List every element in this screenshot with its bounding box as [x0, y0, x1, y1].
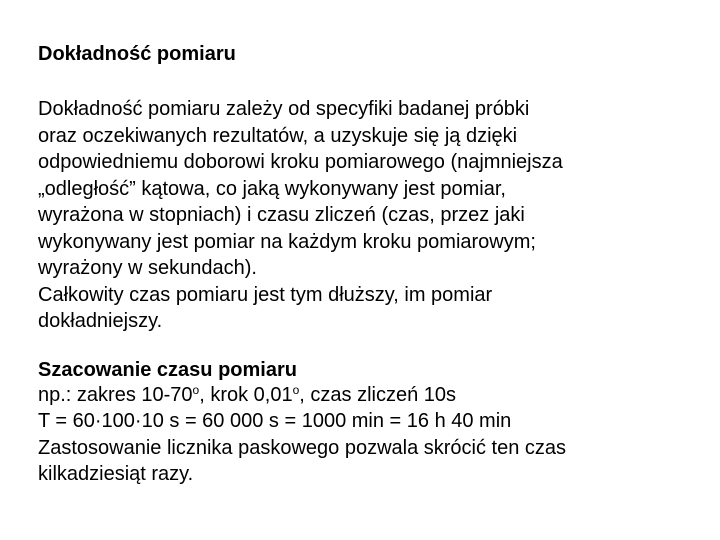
slide-content	[38, 42, 698, 488]
text-line: wykonywany jest pomiar na każdym kroku pomiarowym;	[38, 230, 536, 253]
example-part-1: np.: zakres 10-70	[38, 383, 193, 406]
text-line: kilkadziesiąt razy.	[38, 463, 194, 485]
text-line: odpowiedniemu doborowi kroku pomiarowego (najmniejsza	[38, 151, 563, 173]
section-heading-accuracy: Dokładność pomiaru	[38, 43, 236, 65]
text-line: dokładniejszy.	[38, 310, 163, 332]
example-line	[38, 382, 698, 409]
text-line: Całkowity czas pomiaru jest tym dłuższy, im pomiar	[38, 283, 493, 306]
degree-symbol: o	[192, 382, 200, 397]
degree-symbol: o	[292, 382, 300, 397]
example-part-2: , krok 0,01	[199, 383, 293, 406]
text-line: Zastosowanie licznika paskowego pozwala skrócić ten czas	[38, 436, 567, 459]
formula-line: T = 60·100·10 s = 60 000 s = 1000 min = 16 h 40 min	[38, 410, 512, 432]
example-part-3: , czas zliczeń 10s	[299, 383, 457, 406]
text-line: wyrażona w stopniach) i czasu zliczeń (czas, przez jaki	[38, 204, 525, 226]
accuracy-paragraph	[38, 96, 698, 335]
text-line: oraz oczekiwanych rezultatów, a uzyskuje się ją dzięki	[38, 124, 518, 147]
time-estimate-paragraph	[38, 382, 698, 488]
section-heading-time-estimate: Szacowanie czasu pomiaru	[38, 358, 297, 381]
text-line: wyrażony w sekundach).	[38, 257, 257, 279]
text-line: Dokładność pomiaru zależy od specyfiki badanej próbki	[38, 98, 530, 120]
text-line: „odległość” kątowa, co jaką wykonywany jest pomiar,	[38, 177, 506, 200]
